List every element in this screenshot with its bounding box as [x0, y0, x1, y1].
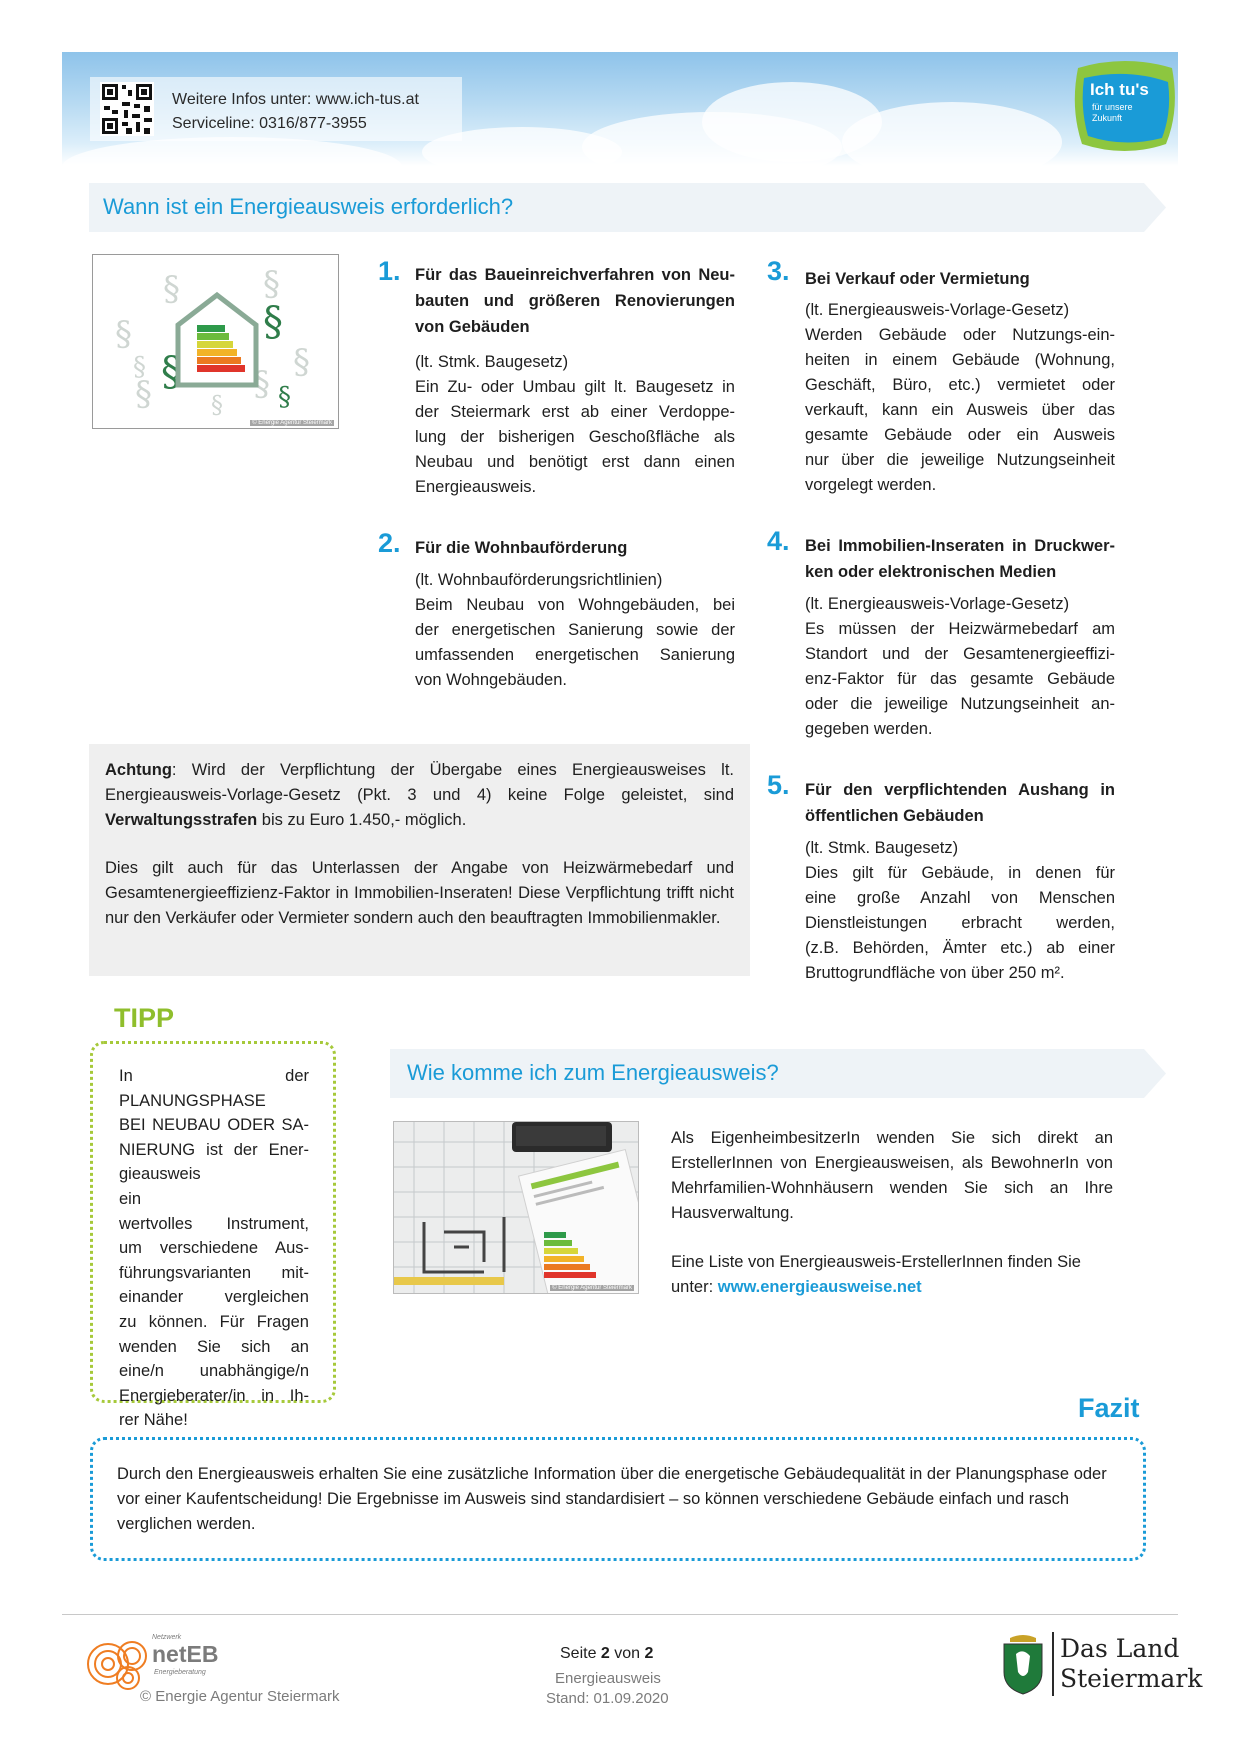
- tipp-text: In der PLANUNGSPHASE BEI NEUBAU ODER SA- NIERUNG ist der Ener- gieausweis ein wertvolles Instrument, um verschiedene Aus- führungsvarianten mit- einander vergleichen zu können. Für Fragen wenden Sie sich an eine/n unabhängige/n Energieberater/in in Ih- rer Nähe!: [119, 1067, 309, 1430]
- footer-divider: [62, 1614, 1178, 1615]
- item-4-number: 4.: [767, 526, 790, 556]
- warning-box: [89, 744, 750, 976]
- item-2-heading: Für die Wohnbauförderung: [415, 539, 628, 557]
- item-1-number: 1.: [378, 256, 401, 286]
- svg-text:§: §: [115, 314, 132, 354]
- footer-date: Stand: 01.09.2020: [546, 1690, 669, 1707]
- item-1-body: (lt. Stmk. Baugesetz) Ein Zu- oder Umbau gilt lt. Baugesetz in der Steiermark erst ab einer Verdoppe- lung der bisherigen Geschoßfläche als Neubau und benötigt erst dann einen Energieausweis.: [415, 353, 735, 496]
- svg-text:§: §: [263, 299, 283, 345]
- item-5-body: (lt. Stmk. Baugesetz) Dies gilt für Gebäude, in denen für eine große Anzahl von Menschen Dienstleistungen erbracht werden, (z.B. Behörden, Ämter etc.) ab einer Bruttogrundfläche von über 250 m².: [805, 839, 1115, 982]
- svg-text:§: §: [278, 382, 291, 412]
- section2-paragraph-1: Als EigenheimbesitzerIn wenden Sie sich direkt an ErstellerInnen von Energieausweisen, als BewohnerIn von Mehrfamilien-Wohnhäusern wenden Sie sich an Ihre Hausverwaltung.: [671, 1129, 1113, 1222]
- item-3-number: 3.: [767, 256, 790, 286]
- section1-arrow: [1144, 183, 1166, 232]
- svg-text:§: §: [133, 352, 146, 382]
- svg-text:§: §: [161, 349, 181, 395]
- logo-main-text: Ich tu's: [1090, 80, 1149, 99]
- svg-text:§: §: [253, 364, 270, 404]
- floorplan-energy-certificate-image: [393, 1121, 639, 1294]
- tipp-title: TIPP: [114, 1003, 175, 1033]
- svg-text:§: §: [293, 342, 310, 382]
- steiermark-coat-of-arms-icon: [1000, 1632, 1046, 1696]
- svg-text:§: §: [263, 264, 280, 304]
- image-caption-2: © Energie Agentur Steiermark: [552, 1285, 632, 1291]
- item-5-number: 5.: [767, 770, 790, 800]
- warning-label: Achtung: [105, 761, 172, 779]
- logo-sub-text: für unsere Zukunft: [1092, 102, 1133, 123]
- energieausweise-link[interactable]: www.energieausweise.net: [717, 1278, 922, 1296]
- ichtus-logo: [1068, 60, 1182, 154]
- footer-copyright: © Energie Agentur Steiermark: [140, 1688, 340, 1705]
- fazit-text: Durch den Energieausweis erhalten Sie eine zusätzliche Information über die energetische Gebäudequalität in der Planungsphase oder vor einer Kaufentscheidung! Die Ergebnisse im Ausweis sind standardisiert – so können verschiedene Gebäude einfach und rasch verglichen werden.: [117, 1465, 1107, 1533]
- tipp-box: [90, 1041, 336, 1430]
- fazit-title: Fazit: [1078, 1393, 1140, 1423]
- header-info: [172, 88, 419, 136]
- neteb-logo: [82, 1632, 232, 1694]
- svg-text:§: §: [135, 374, 152, 414]
- image-caption: © Energie Agentur Steiermark: [252, 420, 332, 426]
- land-logo-text: Das Land Steiermark: [1060, 1634, 1203, 1693]
- svg-text:§: §: [163, 269, 180, 309]
- section2-paragraph-2: Eine Liste von Energieausweis-ErstellerInnen finden Sie unter: www.energieausweise.net: [671, 1253, 1081, 1296]
- qr-code-icon[interactable]: [100, 82, 154, 136]
- warning-paragraph-1: Achtung: Wird der Verpflichtung der Übergabe eines Energieausweises lt. Energieausweis-Vorlage-Gesetz (Pkt. 3 und 4) keine Folge geleistet, sind Verwaltungsstrafen bis zu Euro 1.450,- möglich.: [105, 761, 734, 829]
- fazit-box: [90, 1437, 1146, 1561]
- section2-title: Wie komme ich zum Energieausweis?: [407, 1060, 779, 1085]
- item-1-heading: Für das Baueinreichverfahren von Neu- bauten und größeren Renovierungen von Gebäuden: [415, 266, 735, 336]
- item-5-heading: Für den verpflichtenden Aushang in öffentlichen Gebäuden: [805, 781, 1115, 825]
- neteb-sub-text: Energieberatung: [154, 1669, 206, 1676]
- item-2-number: 2.: [378, 528, 401, 558]
- section1-title: Wann ist ein Energieausweis erforderlich?: [103, 194, 514, 219]
- item-4-heading: Bei Immobilien-Inseraten in Druckwer- ken oder elektronischen Medien: [805, 537, 1115, 581]
- footer-doc-title: Energieausweis: [555, 1670, 661, 1687]
- page-number: Seite 2 von 2: [560, 1645, 654, 1662]
- warning-paragraph-2: Dies gilt auch für das Unterlassen der Angabe von Heizwärmebedarf und Gesamtenergieeffizienz-Faktor in Immobilien-Inseraten! Diese Verpflichtung trifft nicht nur den Verkäufer oder Vermieter sondern auch den beauftragten Immobilienmakler.: [105, 859, 734, 927]
- energy-house-image: [92, 254, 339, 429]
- neteb-small-text: Netzwerk: [152, 1634, 182, 1641]
- land-steiermark-logo: [1000, 1632, 1203, 1698]
- warning-fines: Verwaltungsstrafen: [105, 811, 258, 829]
- item-3-body: (lt. Energieausweis-Vorlage-Gesetz) Werden Gebäude oder Nutzungs-ein- heiten in einem Gebäude (Wohnung, Geschäft, Büro, etc.) vermietet oder verkauft, kann ein Ausweis über das gesamte Gebäude oder ein Ausweis nur über die jeweilige Nutzungseinheit vorgelegt werden.: [805, 301, 1115, 494]
- info-website[interactable]: Weitere Infos unter: www.ich-tus.at: [172, 91, 419, 108]
- info-serviceline: Serviceline: 0316/877-3955: [172, 115, 367, 132]
- item-4-body: (lt. Energieausweis-Vorlage-Gesetz) Es müssen der Heizwärmebedarf am Standort und der Gesamtenergieeffizi- enz-Faktor für das gesamte Gebäude oder die jeweilige Nutzungseinheit an- gegeben werden.: [805, 595, 1115, 738]
- neteb-main-text: netEB: [152, 1641, 219, 1667]
- svg-text:§: §: [211, 391, 223, 419]
- item-3-heading: Bei Verkauf oder Vermietung: [805, 270, 1030, 288]
- section2-arrow: [1144, 1049, 1166, 1098]
- item-2-body: (lt. Wohnbauförderungsrichtlinien) Beim Neubau von Wohngebäuden, bei der energetischen Sanierung sowie der umfassenden energetischen Sanierung von Wohngebäuden.: [415, 571, 735, 689]
